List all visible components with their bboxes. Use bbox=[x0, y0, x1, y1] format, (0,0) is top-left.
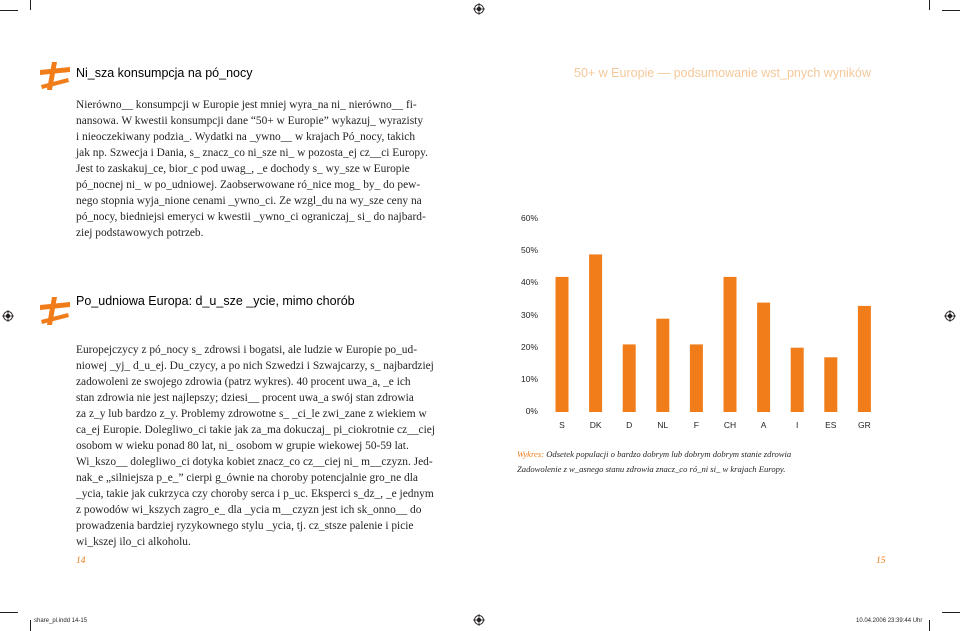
text-line: za z_y lub bardzo z_y. Problemy zdrowotne s_ _ci_le zwi_zane z wiekiem w bbox=[76, 408, 427, 420]
y-tick-label: 30% bbox=[520, 309, 538, 320]
section-heading: Ni_sza konsumpcja na pó_nocy bbox=[76, 66, 253, 80]
bar-DK bbox=[589, 254, 602, 412]
caption-line: Zadowolenie z w_asnego stanu zdrowia znacz_co ró_ni si_ w krajach Europy. bbox=[517, 464, 786, 474]
text-line: nego stopnia wyja_nione cenami _ywno_ci. Ze wzgl_du na wy_sze ceny na bbox=[76, 195, 422, 207]
y-tick-label: 20% bbox=[520, 341, 538, 352]
bar-D bbox=[623, 344, 636, 412]
text-line: wi_kszej ilo_ci alkoholu. bbox=[76, 536, 191, 548]
orange-asterisk-icon bbox=[38, 293, 74, 329]
caption-line bbox=[517, 447, 791, 462]
y-tick-label: 60% bbox=[520, 213, 538, 223]
text-line: z powodów wi_kszych zagro_e_ dla _ycia m__czyzn jest ich sk_onno__ do bbox=[76, 504, 422, 516]
text-line: jak np. Szwecja i Dania, s_ znacz_co ni_sze ni_ w pozosta_ej cz__ci Europy. bbox=[76, 147, 428, 159]
bar-CH bbox=[724, 277, 737, 412]
trim-mark bbox=[929, 620, 930, 631]
text-line: ziej podstawowych potrzeb. bbox=[76, 227, 204, 239]
bar-ES bbox=[824, 357, 837, 412]
text-line: Nierówno__ konsumpcji w Europie jest mniej wyra_na ni_ nierówno__ fi- bbox=[76, 99, 417, 111]
text-line: Europejczycy z pó_nocy s_ zdrowsi i bogatsi, ale ludzie w Europie po_ud- bbox=[76, 344, 417, 356]
x-tick-label: ES bbox=[825, 420, 837, 430]
text-line: prowadzenia bardziej ryzykownego stylu _ycia, tj. cz_stsze palenie i picie bbox=[76, 520, 414, 532]
text-line: zadowoleni ze swojego zdrowia (patrz wykres). 40 procent uwa_a, _e ich bbox=[76, 376, 411, 388]
y-tick-label: 40% bbox=[520, 277, 538, 288]
slug-timestamp: 10.04.2006 23:39:44 Uhr bbox=[856, 618, 923, 624]
x-tick-label: D bbox=[626, 420, 633, 430]
x-tick-label: I bbox=[796, 420, 799, 430]
x-tick-label: DK bbox=[589, 420, 602, 430]
bar-A bbox=[757, 303, 770, 412]
x-tick-label: GR bbox=[858, 420, 871, 430]
x-tick-label: NL bbox=[657, 420, 669, 430]
text-line: osobom w wieku ponad 80 lat, ni_ osobom w grupie wiekowej 50-59 lat. bbox=[76, 440, 409, 452]
y-tick-label: 0% bbox=[525, 406, 538, 416]
bar-GR bbox=[858, 306, 871, 412]
text-line: _ycia, takie jak cukrzyca czy choroby serca i p_uc. Eksperci s_dz_, _e jednym bbox=[76, 488, 434, 500]
trim-mark bbox=[30, 0, 31, 10]
bar-NL bbox=[656, 319, 669, 412]
bar-F bbox=[690, 344, 703, 412]
caption-label: Wykres: bbox=[517, 449, 545, 459]
bar-S bbox=[556, 277, 569, 412]
text-line: pó_nocnej ni_ w po_udniowej. Zaobserwowane ró_nice mog_ by_ do pew- bbox=[76, 179, 421, 191]
slug-filename: share_pl.indd 14-15 bbox=[34, 618, 88, 624]
registration-mark-icon bbox=[944, 310, 956, 322]
trim-mark bbox=[0, 612, 18, 613]
text-line: Jest to zaskakuj_ce, bior_c pod uwag_, _e dochody s_ wy_sze w Europie bbox=[76, 163, 410, 175]
caption-title: Odsetek populacji o bardzo dobrym lub dobrym dobrym stanie zdrowia bbox=[546, 449, 792, 459]
text-line: niowej _yj_ d_u_ej. Du_czycy, a po nich Szwedzi i Szwajcarzy, s_ najbardziej bbox=[76, 360, 434, 372]
y-tick-label: 10% bbox=[520, 373, 538, 384]
page-number: 14 bbox=[76, 556, 86, 566]
x-tick-label: A bbox=[760, 420, 767, 430]
y-tick-label: 50% bbox=[520, 245, 538, 256]
trim-mark bbox=[0, 10, 18, 11]
health-bar-chart bbox=[510, 210, 890, 440]
orange-asterisk-icon bbox=[38, 58, 74, 94]
text-line: Wi_kszo__ dolegliwo_ci dotyka kobiet znacz_co cz__ciej ni_ m__czyzn. Jed- bbox=[76, 456, 433, 468]
text-line: ca_ej Europie. Dolegliwo_ci takie jak za_ma dokuczaj_ pi_ciokrotnie cz__ciej bbox=[76, 424, 435, 436]
text-line: stan zdrowia nie jest najlepszy; dziesi__ procent uwa_a swój stan zdrowia bbox=[76, 392, 414, 404]
section-heading: Po_udniowa Europa: d_u_sze _ycie, mimo chorób bbox=[76, 294, 355, 308]
trim-mark bbox=[942, 612, 960, 613]
text-line: i nieoczekiwany podzia_. Wydatki na _ywno__ w krajach Pó_nocy, takich bbox=[76, 131, 416, 143]
text-line: nak_e „silniejsza p_e_” cierpi g_ównie na choroby potencjalnie gro_ne dla bbox=[76, 472, 418, 484]
running-head: 50+ w Europie — podsumowanie wst_pnych wyników bbox=[574, 66, 872, 80]
trim-mark bbox=[30, 620, 31, 631]
trim-mark bbox=[942, 10, 960, 11]
x-tick-label: CH bbox=[723, 420, 737, 430]
bar-I bbox=[791, 348, 804, 412]
text-line: nansowa. W kwestii konsumpcji dane “50+ w Europie” wykazuj_ wyrazisty bbox=[76, 115, 424, 127]
text-line: pó_nocy, biedniejsi emeryci w kwestii _ywno_ci ograniczaj_ si_ do najbard- bbox=[76, 211, 426, 223]
trim-mark bbox=[929, 0, 930, 10]
chart-bars-layer bbox=[510, 210, 890, 440]
paragraph-consumption bbox=[76, 97, 428, 241]
page-number: 15 bbox=[876, 556, 886, 566]
registration-mark-icon bbox=[473, 614, 485, 626]
registration-mark-icon bbox=[473, 3, 485, 15]
paragraph-health bbox=[76, 342, 435, 550]
x-tick-label: F bbox=[693, 420, 699, 430]
x-tick-label: S bbox=[559, 420, 565, 430]
registration-mark-icon bbox=[2, 310, 14, 322]
chart-caption bbox=[517, 447, 791, 477]
